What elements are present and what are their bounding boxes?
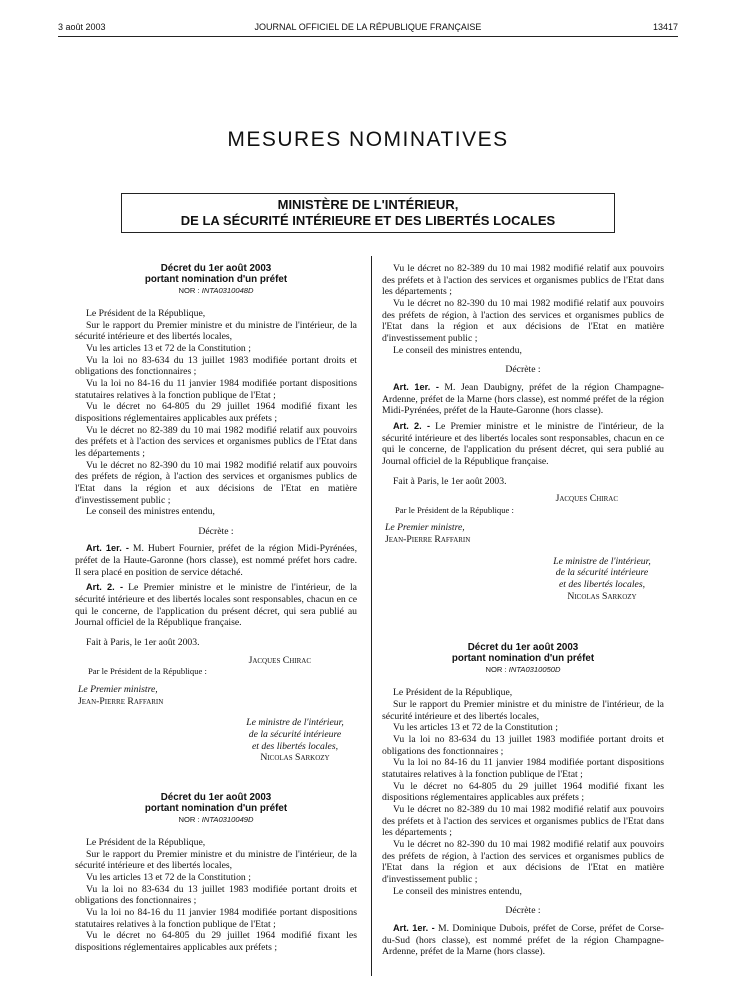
decree2-preamble-1: Sur le rapport du Premier ministre et du ministre de l'intérieur, de la sécurité intérieure et des libertés locales, <box>75 848 357 872</box>
decree1-article-1-text: M. Hubert Fournier, préfet de la région Midi-Pyrénées, préfet de la Haute-Garonne (hors classe), est nommé préfet hors cadre. Il sera placé en position de service détaché. <box>75 543 357 578</box>
decree1-article-2-label: Art. 2. - <box>86 582 124 593</box>
header-rule <box>58 36 678 37</box>
decree3-preamble-6: Vu le décret no 82-389 du 10 mai 1982 modifié relatif aux pouvoirs des préfets et à l'action des services et organismes publics de l'Etat dans les départements ; <box>382 803 664 839</box>
decree2-preamble-2: Vu les articles 13 et 72 de la Constitution ; <box>86 871 251 883</box>
decree1-minister-title-3: et des libertés locales, <box>251 740 339 752</box>
decree2-minister-name: Nicolas Sarkozy <box>567 590 637 602</box>
decree3-nor <box>382 664 664 675</box>
decree2-fait: Fait à Paris, le 1er août 2003. <box>393 475 507 487</box>
decree3-preamble-2: Vu les articles 13 et 72 de la Constitution ; <box>393 722 558 734</box>
ministry-line-1: MINISTÈRE DE L'INTÉRIEUR, <box>277 197 459 212</box>
decree1-preamble-2: Vu les articles 13 et 72 de la Constitution ; <box>86 342 251 354</box>
decree3-title-2: portant nomination d'un préfet <box>451 653 595 665</box>
decree1-minister-block <box>225 717 365 764</box>
section-title: MESURES NOMINATIVES <box>227 128 509 151</box>
ministry-box <box>121 193 615 233</box>
decree2-preamble-cont-1: Vu le décret no 82-390 du 10 mai 1982 modifié relatif aux pouvoirs des préfets de région, à l'action des services et organismes publics de l'Etat dans la région et aux décisions de l'Etat en matière d'investissement public ; <box>382 297 664 344</box>
decree1-preamble-0: Le Président de la République, <box>86 308 206 319</box>
header-journal: JOURNAL OFFICIEL DE LA RÉPUBLIQUE FRANÇAISE <box>254 22 482 32</box>
decree3-preamble-3: Vu la loi no 83-634 du 13 juillet 1983 modifiée portant droits et obligations des fonctionnaires ; <box>382 734 664 757</box>
decree2-minister-title-1: Le ministre de l'intérieur, <box>553 555 651 567</box>
decree1-preamble-7: Vu le décret no 82-390 du 10 mai 1982 modifié relatif aux pouvoirs des préfets de région, à l'action des services et organismes publics de l'Etat dans la région et aux décisions de l'Etat en matière d'investissement public ; <box>75 459 357 506</box>
decree3-nor-label: NOR : <box>485 665 509 675</box>
decree1-signer: Jacques Chirac <box>248 654 311 666</box>
decree1-preamble-1: Sur le rapport du Premier ministre et du ministre de l'intérieur, de la sécurité intérieure et des libertés locales, <box>75 319 357 343</box>
decree1-minister-title-2: de la sécurité intérieure <box>248 729 342 740</box>
decree2-preamble-3: Vu la loi no 83-634 du 13 juillet 1983 modifiée portant droits et obligations des fonctionnaires ; <box>75 883 357 907</box>
decree2-preamble-0: Le Président de la République, <box>86 836 206 848</box>
decree3-preamble-7: Vu le décret no 82-390 du 10 mai 1982 modifié relatif aux pouvoirs des préfets de région, à l'action des services et organismes publics de l'Etat dans la région et aux décisions de l'Etat en matière d'investissement public ; <box>382 838 664 885</box>
left-column <box>75 263 357 954</box>
decree2-preamble-cont-0: Vu le décret no 82-389 du 10 mai 1982 modifié relatif aux pouvoirs des préfets et à l'action des services et organismes publics de l'Etat dans les départements ; <box>382 263 664 298</box>
header-date: 3 août 2003 <box>58 22 106 32</box>
decree1-article-1-label: Art. 1er. - <box>86 543 129 554</box>
decree1-preamble-4: Vu la loi no 84-16 du 11 janvier 1984 modifiée portant dispositions statutaires relatives à la fonction publique de l'Etat ; <box>75 377 357 401</box>
decree2-article-2 <box>382 421 664 468</box>
decree3-title-1: Décret du 1er août 2003 <box>467 642 579 654</box>
decree1-par: Par le Président de la République : <box>88 666 207 677</box>
decree1-preamble-8: Le conseil des ministres entendu, <box>86 506 215 518</box>
decree2-par: Par le Président de la République : <box>395 504 514 515</box>
decree2-article-1-label: Art. 1er. - <box>393 381 439 392</box>
decree1-title-2: portant nomination d'un préfet <box>144 274 288 285</box>
decree2-title-1: Décret du 1er août 2003 <box>160 791 272 803</box>
decree1-article-1 <box>75 543 357 578</box>
decree1-title-1: Décret du 1er août 2003 <box>160 263 272 274</box>
decree2-signer: Jacques Chirac <box>555 493 618 505</box>
decree2-article-1-text: M. Jean Daubigny, préfet de la région Champagne-Ardenne, préfet de la Marne (hors classe), est nommé préfet de la région Midi-Pyrénées, préfet de la Haute-Garonne (hors classe). <box>382 381 665 417</box>
right-column <box>382 263 664 958</box>
decree1-decrete: Décrète : <box>198 525 234 537</box>
decree1-preamble-5: Vu le décret no 64-805 du 29 juillet 1964 modifié fixant les dispositions réglementaires applicables aux préfets ; <box>75 401 357 424</box>
decree2-minister-title-3: et des libertés locales, <box>558 579 646 591</box>
decree2-decrete: Décrète : <box>505 364 541 376</box>
decree2-nor-code: INTA0310049D <box>201 814 254 824</box>
decree3-nor-code: INTA0310050D <box>508 665 561 675</box>
decree2-article-2-label: Art. 2. - <box>393 420 431 431</box>
decree2-article-1 <box>382 382 664 417</box>
decree1-nor-label: NOR : <box>178 286 202 295</box>
decree2-preamble-5: Vu le décret no 64-805 du 29 juillet 1964 modifié fixant les dispositions réglementaires applicables aux préfets ; <box>75 930 357 953</box>
decree2-pm-name: Jean-Pierre Raffarin <box>385 534 471 546</box>
header-page-number: 13417 <box>652 22 678 32</box>
decree1-pm-title: Le Premier ministre, <box>78 684 158 696</box>
decree1-pm-name: Jean-Pierre Raffarin <box>78 695 164 707</box>
decree1-article-2-text: Le Premier ministre et le ministre de l'intérieur, de la sécurité intérieure et des libertés locales sont responsables, chacun en ce qui le concerne, de l'application du présent décret, qui sera publié au Journal officiel de la République française. <box>75 582 357 629</box>
decree2-minister-block <box>532 556 672 603</box>
decree1-nor <box>75 285 357 296</box>
column-divider <box>371 256 372 976</box>
decree2-article-2-text: Le Premier ministre et le ministre de l'intérieur, de la sécurité intérieure et des libertés locales sont responsables, chacun en ce qui le concerne, de l'application du présent décret, qui sera publié au Journal officiel de la République française. <box>382 420 664 467</box>
decree3-decrete: Décrète : <box>505 905 541 917</box>
decree3-article-1 <box>382 923 664 958</box>
decree3-article-1-label: Art. 1er. - <box>393 922 435 933</box>
decree3-preamble-5: Vu le décret no 64-805 du 29 juillet 1964 modifié fixant les dispositions réglementaires applicables aux préfets ; <box>382 780 664 804</box>
spacer <box>382 602 664 642</box>
spacer <box>75 764 357 792</box>
ministry-line-2: DE LA SÉCURITÉ INTÉRIEURE ET DES LIBERTÉS LOCALES <box>180 213 556 228</box>
decree3-preamble-8: Le conseil des ministres entendu, <box>393 885 522 897</box>
decree2-nor-label: NOR : <box>178 814 202 824</box>
decree2-preamble-cont-2: Le conseil des ministres entendu, <box>393 344 522 356</box>
decree2-minister-title-2: de la sécurité intérieure <box>555 567 649 579</box>
decree2-title-2: portant nomination d'un préfet <box>144 802 288 814</box>
decree1-minister-name: Nicolas Sarkozy <box>260 752 330 764</box>
decree1-fait: Fait à Paris, le 1er août 2003. <box>86 637 200 649</box>
decree1-preamble-6: Vu le décret no 82-389 du 10 mai 1982 modifié relatif aux pouvoirs des préfets et à l'action des services et organismes publics de l'Etat dans les départements ; <box>75 424 357 459</box>
decree3-preamble-1: Sur le rapport du Premier ministre et du ministre de l'intérieur, de la sécurité intérieure et des libertés locales, <box>382 699 664 722</box>
decree3-preamble-0: Le Président de la République, <box>393 687 513 699</box>
page-header <box>58 22 678 36</box>
decree1-nor-code: INTA0310048D <box>201 286 254 295</box>
decree2-pm-title: Le Premier ministre, <box>385 522 465 534</box>
decree3-preamble-4: Vu la loi no 84-16 du 11 janvier 1984 modifiée portant dispositions statutaires relatives à la fonction publique de l'Etat ; <box>382 757 664 780</box>
decree2-preamble-4: Vu la loi no 84-16 du 11 janvier 1984 modifiée portant dispositions statutaires relatives à la fonction publique de l'Etat ; <box>75 906 357 930</box>
decree2-nor <box>75 814 357 825</box>
decree1-preamble-3: Vu la loi no 83-634 du 13 juillet 1983 modifiée portant droits et obligations des fonctionnaires ; <box>75 354 357 378</box>
decree1-minister-title-1: Le ministre de l'intérieur, <box>246 717 344 729</box>
decree3-article-1-text: M. Dominique Dubois, préfet de Corse, préfet de Corse-du-Sud (hors classe), est nommé préfet de la région Champagne-Ardenne, préfet de la Marne (hors classe). <box>382 922 664 958</box>
decree1-article-2 <box>75 582 357 629</box>
